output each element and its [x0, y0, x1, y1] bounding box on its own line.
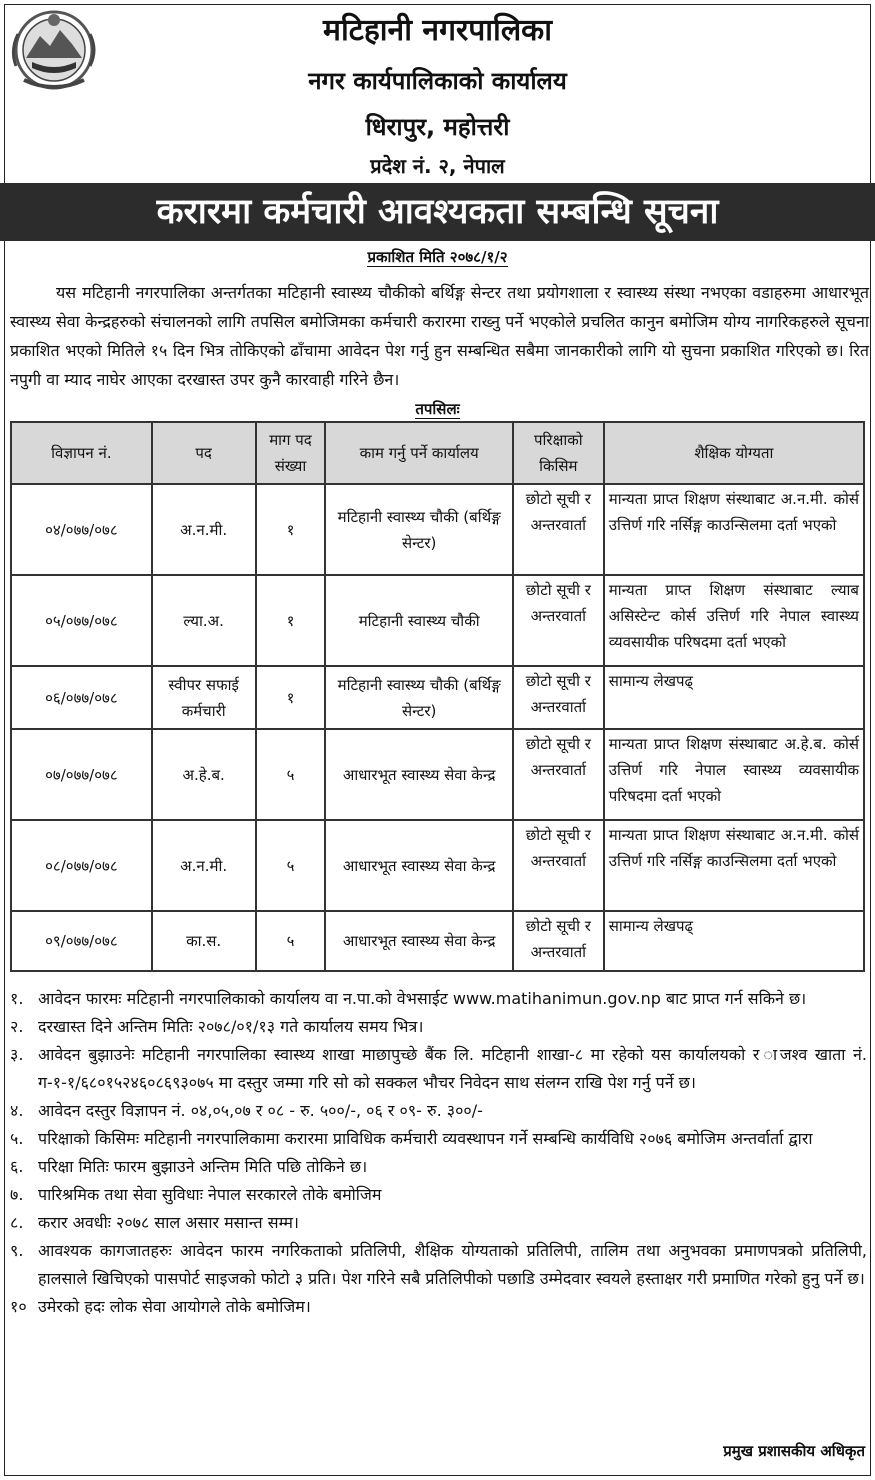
adv-number: ०९/०७७/०७८: [11, 911, 152, 971]
list-item: ७. पारिश्रमिक तथा सेवा सुविधाः नेपाल सरकारले तोके बमोजिम: [10, 1185, 382, 1204]
table-row: [11, 575, 864, 666]
list-item: १. आवेदन फारमः मटिहानी नगरपालिकाको कार्यालय वा न.पा.को वेभसाईट www.matihanimun.gov.np बाट प्राप्त गर्न सकिने छ।: [10, 989, 807, 1008]
exam-type: छोटो सूची र अन्तरवार्ता: [513, 575, 604, 666]
table-row: [11, 820, 864, 911]
list-item: १० उमेरको हदः लोक सेवा आयोगले तोके बमोजिम।: [10, 1297, 311, 1316]
post-name: का.स.: [152, 911, 256, 971]
letterhead: [0, 0, 875, 183]
work-office: मटिहानी स्वास्थ्य चौकी: [325, 575, 512, 666]
work-office: मटिहानी स्वास्थ्य चौकी (बर्थिङ्ग सेन्टर): [325, 484, 512, 575]
post-name: ल्या.अ.: [152, 575, 256, 666]
qualification: मान्यता प्राप्त शिक्षण संस्थाबाट ल्याब असिस्टेन्ट कोर्स उत्तिर्ण गरि नेपाल स्वास्थ्य व्यवसायीक परिषदमा दर्ता भएको: [604, 575, 864, 666]
qualification: सामान्य लेखपढ्: [604, 666, 864, 729]
office-name: नगर कार्यपालिकाको कार्यालय: [308, 67, 567, 95]
exam-type: छोटो सूची र अन्तरवार्ता: [513, 911, 604, 971]
office-address: धिरापुर, महोत्तरी: [365, 113, 510, 141]
published-date: प्रकाशित मिति २०७८/१/२: [367, 248, 508, 266]
work-office: मटिहानी स्वास्थ्य चौकी (बर्थिङ्ग सेन्टर): [325, 666, 512, 729]
table-row: [11, 729, 864, 820]
adv-number: ०८/०७७/०७८: [11, 820, 152, 911]
post-name: स्वीपर सफाई कर्मचारी: [152, 666, 256, 729]
list-item: ९. आवश्यक कागजातहरुः आवेदन फारम नगरिकताको प्रतिलिपी, शैक्षिक योग्यताको प्रतिलिपी, तालिम तथा अनुभवका प्रमाणपत्रको प्रतिलिपी, हालसाले खिचिएको पासपोर्ट साइजको फोटो ३ प्रति। पेश गरिने सबै प्रतिलिपीको पछाडि उम्मेदवार स्वयले हस्ताक्षर गरी प्रमाणित गरेको हुनु पर्ने छ।: [10, 1241, 867, 1288]
province-line: प्रदेश नं. २, नेपाल: [370, 154, 505, 178]
column-header: विज्ञापन नं.: [11, 422, 152, 484]
adv-number: ०७/०७७/०७८: [11, 729, 152, 820]
post-count: १: [256, 484, 326, 575]
work-office: आधारभूत स्वास्थ्य सेवा केन्द्र: [325, 911, 512, 971]
list-item: ५. परिक्षाको किसिमः मटिहानी नगरपालिकामा करारमा प्राविधिक कर्मचारी व्यवस्थापन गर्ने सम्बन्धि कार्यविधि २०७६ बमोजिम अन्तर्वार्ता द्वारा: [10, 1129, 813, 1148]
exam-type: छोटो सूची र अन्तरवार्ता: [513, 820, 604, 911]
qualification: मान्यता प्राप्त शिक्षण संस्थाबाट अ.हे.ब. कोर्स उत्तिर्ण गरि नेपाल स्वास्थ्य व्यवसायीक परिषदमा दर्ता भएको: [604, 729, 864, 820]
list-item: ६. परिक्षा मितिः फारम बुझाउने अन्तिम मिति पछि तोकिने छ।: [10, 1157, 368, 1176]
exam-type: छोटो सूची र अन्तरवार्ता: [513, 484, 604, 575]
table-row: [11, 666, 864, 729]
qualification: मान्यता प्राप्त शिक्षण संस्थाबाट अ.न.मी. कोर्स उत्तिर्ण गरि नर्सिङ्ग काउन्सिलमा दर्ता भएको: [604, 484, 864, 575]
post-name: अ.न.मी.: [152, 820, 256, 911]
intro-paragraph: यस मटिहानी नगरपालिका अन्तर्गतका मटिहानी स्वास्थ्य चौकीको बर्थिङ्ग सेन्टर तथा प्रयोगशाला र स्वास्थ्य संस्था नभएका वडाहरुमा आधारभूत स्वास्थ्य सेवा केन्द्रहरुको संचालनको लागि तपसिल बमोजिमका कर्मचारी करारमा राख्नु पर्ने भएकोले प्रचलित कानुन बमोजिम योग्य नागरिकहरुले सूचना प्रकाशित भएको मितिले १५ दिन भित्र तोकिएको ढाँचामा आवेदन पेश गर्नु हुन सम्बन्धित सबैमा जानकारीको लागि यो सुचना प्रकाशित गरिएको छ। रित नपुगी वा म्याद नाघेर आएका दरखास्त उपर कुनै कारवाही गरिने छैन।: [10, 283, 869, 389]
work-office: आधारभूत स्वास्थ्य सेवा केन्द्र: [325, 820, 512, 911]
list-item: ८. करार अवधीः २०७८ साल असार मसान्त सम्म।: [10, 1213, 299, 1232]
column-header: शैक्षिक योग्यता: [604, 422, 864, 484]
exam-type: छोटो सूची र अन्तरवार्ता: [513, 666, 604, 729]
municipality-name: मटिहानी नगरपालिका: [323, 13, 552, 48]
qualification: मान्यता प्राप्त शिक्षण संस्थाबाट अ.न.मी. कोर्स उत्तिर्ण गरि नर्सिङ्ग काउन्सिलमा दर्ता भएको: [604, 820, 864, 911]
table-header-row: [11, 422, 864, 484]
column-header: परिक्षाको किसिम: [513, 422, 604, 484]
post-count: ५: [256, 911, 326, 971]
signatory-title: प्रमुख प्रशासकीय अधिकृत: [723, 1442, 865, 1460]
notes-list: [10, 985, 867, 1321]
table-row: [11, 484, 864, 575]
list-item: २. दरखास्त दिने अन्तिम मितिः २०७८/०१/१३ गते कार्यालय समय भित्र।: [10, 1017, 424, 1036]
adv-number: ०५/०७७/०७८: [11, 575, 152, 666]
column-header: काम गर्नु पर्ने कार्यालय: [325, 422, 512, 484]
post-name: अ.हे.ब.: [152, 729, 256, 820]
work-office: आधारभूत स्वास्थ्य सेवा केन्द्र: [325, 729, 512, 820]
vacancy-table: [10, 421, 865, 972]
exam-type: छोटो सूची र अन्तरवार्ता: [513, 729, 604, 820]
notice-title: करारमा कर्मचारी आवश्यकता सम्बन्धि सूचना: [0, 183, 875, 241]
adv-number: ०४/०७७/०७८: [11, 484, 152, 575]
post-count: १: [256, 575, 326, 666]
schedule-heading: तपसिलः: [415, 400, 460, 418]
list-item: ४. आवेदन दस्तुर विज्ञापन नं. ०४,०५,०७ र ०८ - रु. ५००/-, ०६ र ०९- रु. ३००/-: [10, 1101, 483, 1120]
column-header: माग पद संख्या: [256, 422, 326, 484]
table-row: [11, 911, 864, 971]
qualification: सामान्य लेखपढ्: [604, 911, 864, 971]
list-item: ३. आवेदन बुझाउनेः मटिहानी नगरपालिका स्वास्थ्य शाखा माछापुच्छे बैंक लि. मटिहानी शाखा-८ मा रहेको यस कार्यालयको र ाजश्व खाता नं. ग-१-१/६८०१५२४६०८६९३०७५ मा दस्तुर जम्मा गरि सो को सक्कल भौचर निवेदन साथ संलग्न राखि पेश गर्नु पर्ने छ।: [10, 1045, 867, 1092]
post-count: ५: [256, 820, 326, 911]
column-header: पद: [152, 422, 256, 484]
post-count: ५: [256, 729, 326, 820]
post-count: १: [256, 666, 326, 729]
adv-number: ०६/०७७/०७८: [11, 666, 152, 729]
post-name: अ.न.मी.: [152, 484, 256, 575]
